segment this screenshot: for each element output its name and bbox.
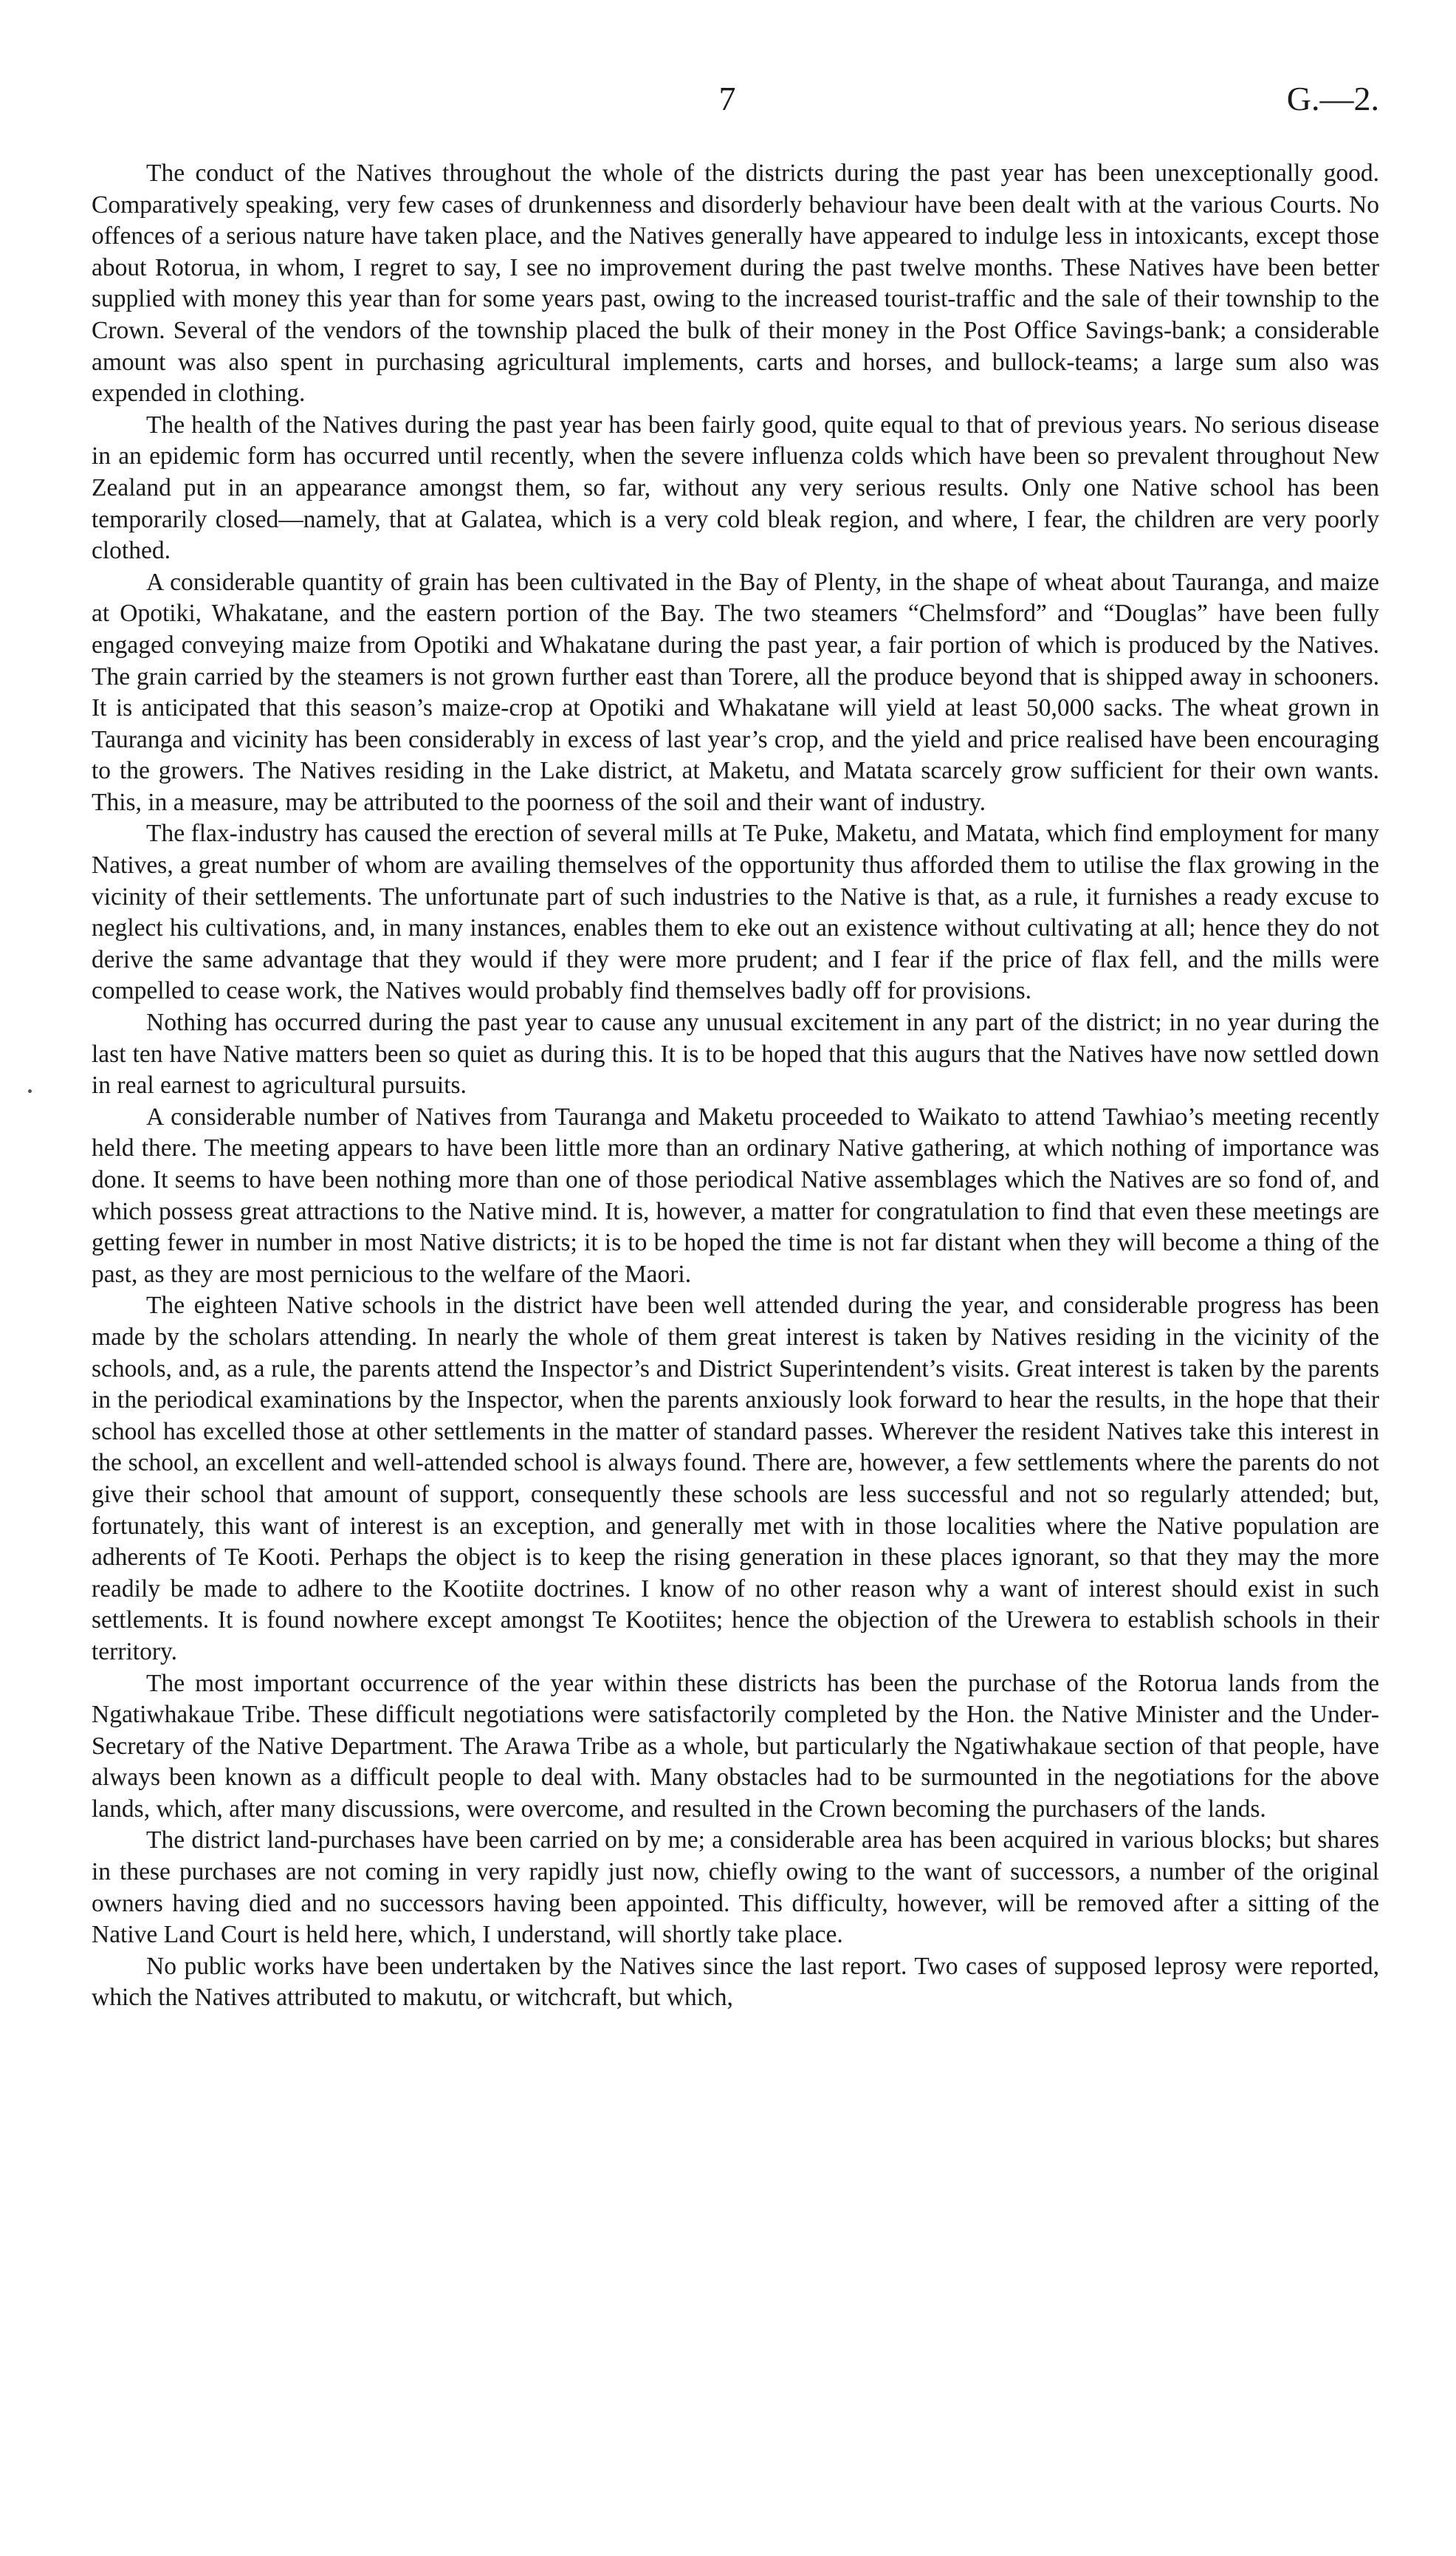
paragraph-public-works: No public works have been undertaken by the Natives since the last report. Two cases of supposed leprosy were reported, which the Natives attributed to makutu, or witchcraft, but which,	[92, 1952, 1379, 2012]
document-code: G.—2.	[1286, 80, 1379, 117]
paragraph-flax-industry: The flax-industry has caused the erection of several mills at Te Puke, Maketu, and Matata, which find employment for many Natives, a great number of whom are availing themselves of the opportunity thus afforded them to utilise the flax growing in the vicinity of their settlements. The unfortunate part of such industries to the Native is that, as a rule, it furnishes a ready excuse to neglect his cultivations, and, in many instances, enables them to eke out an existence without cultivating at all; hence they do not derive the same advantage that they would if they were more prudent; and I fear if the price of flax fell, and the mills were compelled to cease work, the Natives would probably find themselves badly off for provisions.	[92, 820, 1379, 1005]
paragraph-tawhiao-meeting: A considerable number of Natives from Tauranga and Maketu proceeded to Waikato to attend Tawhiao’s meeting recently held there. The meeting appears to have been little more than an ordinary Native gathering, at which nothing of importance was done. It seems to have been nothing more than one of those periodical Native assemblages which the Natives are so fond of, and which possess great attractions to the Native mind. It is, however, a matter for congratulation to find that even these meetings are getting fewer in number in most Native districts; it is to be hoped the time is not far distant when they will become a thing of the past, as they are most pernicious to the welfare of the Maori.	[92, 1103, 1379, 1288]
paragraph-grain: A considerable quantity of grain has been cultivated in the Bay of Plenty, in the shape of wheat about Tauranga, and maize at Opotiki, Whakatane, and the eastern portion of the Bay. The two steamers “Chelmsford” and “Douglas” have been fully engaged conveying maize from Opotiki and Whakatane during the past year, a fair portion of which is produced by the Natives. The grain carried by the steamers is not grown further east than Torere, all the produce beyond that is shipped away in schooners. It is anticipated that this season’s maize-crop at Opotiki and Whakatane will yield at least 50,000 sacks. The wheat grown in Tauranga and vicinity has been considerably in excess of last year’s crop, and the yield and price realised have been encouraging to the growers. The Natives residing in the Lake district, at Maketu, and Matata scarcely grow sufficient for their own wants. This, in a measure, may be attributed to the poorness of the soil and their want of industry.	[92, 568, 1379, 816]
report-body	[92, 158, 1379, 2014]
margin-mark	[28, 1089, 32, 1093]
paragraph-land-purchases: The district land-purchases have been carried on by me; a considerable area has been acquired in various blocks; but shares in these purchases are not coming in very rapidly just now, chiefly owing to the want of successors, a number of the original owners having died and no successors having been appointed. This difficulty, however, will be removed after a sitting of the Native Land Court is held here, which, I understand, will shortly take place.	[92, 1826, 1379, 1949]
paragraph-quiet-district: Nothing has occurred during the past year to cause any unusual excitement in any part of the district; in no year during the last ten have Native matters been so quiet as during this. It is to be hoped that this augurs that the Natives have now settled down in real earnest to agricultural pursuits.	[92, 1009, 1379, 1100]
paragraph-health: The health of the Natives during the past year has been fairly good, quite equal to that of previous years. No serious disease in an epidemic form has occurred until recently, when the severe influenza colds which have been so prevalent throughout New Zealand put in an appearance amongst them, so far, without any very serious results. Only one Native school has been temporarily closed—namely, that at Galatea, which is a very cold bleak region, and where, I fear, the children are very poorly clothed.	[92, 411, 1379, 565]
page-number: 7	[718, 80, 736, 117]
paragraph-conduct: The conduct of the Natives throughout the whole of the districts during the past year has been unexceptionally good. Comparatively speaking, very few cases of drunkenness and disorderly behaviour have been dealt with at the various Courts. No offences of a serious nature have taken place, and the Natives generally have appeared to indulge less in intoxicants, except those about Rotorua, in whom, I regret to say, I see no improvement during the past twelve months. These Natives have been better supplied with money this year than for some years past, owing to the increased tourist-traffic and the sale of their township to the Crown. Several of the vendors of the township placed the bulk of their money in the Post Office Savings-bank; a considerable amount was also spent in purchasing agricultural implements, carts and horses, and bullock-teams; a large sum also was expended in clothing.	[92, 160, 1379, 408]
paragraph-native-schools: The eighteen Native schools in the district have been well attended during the year, and considerable progress has been made by the scholars attending. In nearly the whole of them great interest is taken by Natives residing in the vicinity of the schools, and, as a rule, the parents attend the Inspector’s and District Superintendent’s visits. Great interest is taken by the parents in the periodical examinations by the Inspector, when the parents anxiously look forward to hear the results, in the hope that their school has excelled those at other settlements in the matter of standard passes. Wherever the resident Natives take this interest in the school, an excellent and well-attended school is always found. There are, however, a few settlements where the parents do not give their school that amount of support, consequently these schools are less successful and not so regularly attended; but, fortunately, this want of interest is an exception, and generally met with in those localities where the Native population are adherents of Te Kooti. Perhaps the object is to keep the rising generation in these places ignorant, so that they may the more readily be made to adhere to the Kootiite doctrines. I know of no other reason why a want of interest should exist in such settlements. It is found nowhere except amongst Te Kootiites; hence the objection of the Urewera to establish schools in their territory.	[92, 1292, 1379, 1665]
paragraph-rotorua-purchase: The most important occurrence of the year within these districts has been the purchase of the Rotorua lands from the Ngatiwhakaue Tribe. These difficult negotiations were satisfactorily completed by the Hon. the Native Minister and the Under-Secretary of the Native Department. The Arawa Tribe as a whole, but particularly the Ngatiwhakaue section of that people, have always been known as a difficult people to deal with. Many obstacles had to be surmounted in the negotiations for the above lands, which, after many discussions, were overcome, and resulted in the Crown becoming the purchasers of the lands.	[92, 1669, 1379, 1823]
